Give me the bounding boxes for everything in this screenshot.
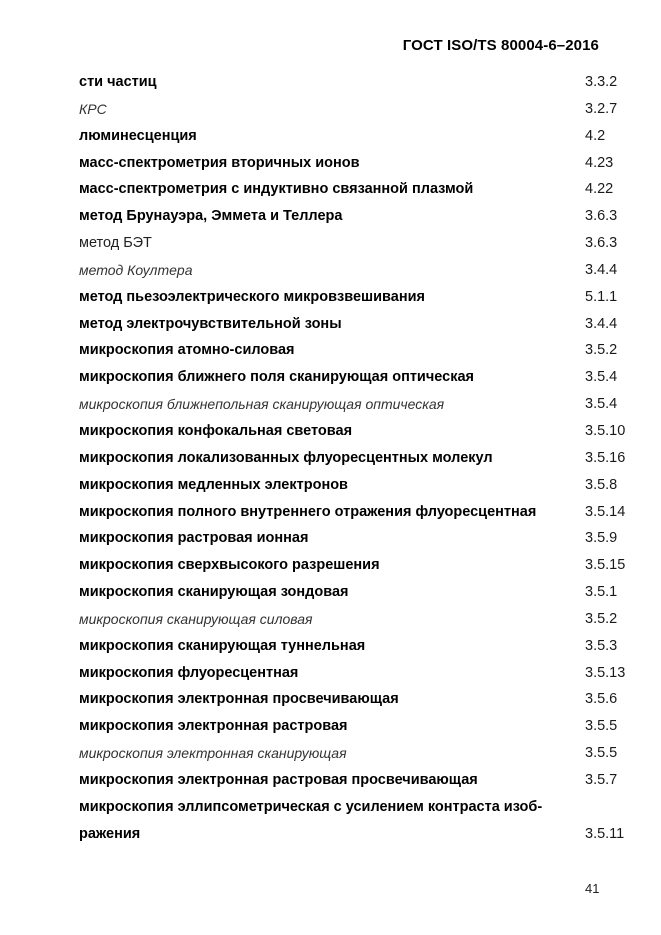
index-entry-reference: 3.2.7 — [585, 100, 618, 117]
index-entry-reference: 3.5.2 — [585, 610, 618, 627]
index-entry-term: микроскопия ближнего поля сканирующая оптическая — [79, 369, 474, 386]
index-entry-reference: 3.5.5 — [585, 718, 618, 735]
index-entry-reference: 4.2 — [585, 127, 606, 144]
index-entry-term-continuation: ражения — [79, 825, 141, 842]
index-entry-reference: 3.5.8 — [585, 476, 618, 493]
index-entry — [79, 69, 649, 96]
term-index-list — [79, 69, 649, 847]
index-entry-term: микроскопия сканирующая туннельная — [79, 637, 366, 654]
index-entry-reference: 4.23 — [585, 154, 614, 171]
index-entry — [79, 713, 649, 740]
index-entry-reference: 3.5.15 — [585, 557, 626, 574]
index-entry-term: сти частиц — [79, 74, 157, 90]
index-entry — [79, 794, 649, 848]
index-entry — [79, 230, 649, 257]
index-entry-reference: 3.4.4 — [585, 315, 618, 332]
index-entry-term: микроскопия электронная растровая — [79, 718, 348, 735]
index-entry — [79, 525, 649, 552]
index-entry — [79, 552, 649, 579]
index-entry-reference: 3.5.1 — [585, 584, 618, 601]
index-entry-reference: 3.5.16 — [585, 449, 626, 466]
index-entry-term: микроскопия электронная сканирующая — [79, 745, 347, 762]
index-entry-term: микроскопия медленных электронов — [79, 476, 348, 493]
index-entry-term: микроскопия эллипсометрическая с усилением контраста изоб- — [79, 798, 543, 815]
index-entry-term: микроскопия локализованных флуоресцентных молекул — [79, 449, 493, 466]
index-entry-term: метод электрочувствительной зоны — [79, 315, 342, 332]
index-entry — [79, 445, 649, 472]
index-entry-reference: 4.22 — [585, 181, 614, 198]
index-entry — [79, 633, 649, 660]
index-entry-reference: 3.6.3 — [585, 208, 618, 225]
index-entry — [79, 472, 649, 499]
index-entry-reference: 3.5.5 — [585, 745, 618, 762]
index-entry — [79, 284, 649, 311]
index-entry — [79, 499, 649, 526]
index-entry — [79, 203, 649, 230]
index-entry — [79, 311, 649, 338]
index-entry-term: микроскопия конфокальная световая — [79, 422, 353, 439]
index-entry-term: масс-спектрометрия вторичных ионов — [79, 154, 360, 171]
index-entry-term: люминесценция — [79, 127, 197, 144]
index-entry-reference: 3.5.10 — [585, 422, 626, 439]
index-entry — [79, 579, 649, 606]
index-entry-term: микроскопия растровая ионная — [79, 530, 309, 547]
index-entry — [79, 257, 649, 284]
index-entry-term: микроскопия сверхвысокого разрешения — [79, 557, 380, 574]
index-entry-term: микроскопия электронная просвечивающая — [79, 691, 399, 708]
index-entry-term: микроскопия сканирующая зондовая — [79, 584, 349, 601]
index-entry-term: метод Коултера — [79, 261, 193, 278]
index-entry-reference: 3.5.14 — [585, 503, 626, 520]
index-entry — [79, 660, 649, 687]
index-entry — [79, 123, 649, 150]
index-entry-term: микроскопия сканирующая силовая — [79, 610, 313, 627]
index-entry-reference: 5.1.1 — [585, 288, 618, 305]
index-entry-reference: 3.5.4 — [585, 396, 618, 413]
index-entry — [79, 337, 649, 364]
index-entry-reference: 3.5.11 — [585, 825, 625, 842]
index-entry-reference: 3.4.4 — [585, 261, 618, 278]
index-entry-term: метод Брунауэра, Эммета и Теллера — [79, 208, 343, 225]
index-entry — [79, 767, 649, 794]
index-entry-term: КРС — [79, 100, 107, 117]
page-number: 41 — [585, 881, 600, 896]
index-entry — [79, 418, 649, 445]
index-entry-term: метод БЭТ — [79, 235, 152, 252]
index-entry-term: микроскопия полного внутреннего отражения флуоресцентная — [79, 503, 537, 520]
index-entry-term: метод пьезоэлектрического микровзвешивания — [79, 288, 425, 305]
index-entry-term: микроскопия флуоресцентная — [79, 664, 299, 681]
index-entry-term: микроскопия ближнепольная сканирующая оптическая — [79, 396, 445, 413]
index-entry-reference: 3.5.7 — [585, 771, 618, 788]
index-entry — [79, 606, 649, 633]
index-entry-term: микроскопия атомно-силовая — [79, 342, 295, 359]
index-entry-term: микроскопия электронная растровая просвечивающая — [79, 771, 478, 788]
document-header: ГОСТ ISO/TS 80004-6–2016 — [402, 37, 599, 54]
index-entry-reference: 3.5.3 — [585, 637, 618, 654]
index-entry — [79, 96, 649, 123]
index-entry — [79, 391, 649, 418]
index-entry — [79, 740, 649, 767]
index-entry-reference: 3.5.9 — [585, 530, 618, 547]
index-entry — [79, 150, 649, 177]
index-entry-reference: 3.3.2 — [585, 74, 618, 90]
index-entry-reference: 3.5.2 — [585, 342, 618, 359]
index-entry-reference: 3.5.6 — [585, 691, 618, 708]
index-entry — [79, 176, 649, 203]
index-entry-reference: 3.5.13 — [585, 664, 626, 681]
index-entry-term: масс-спектрометрия с индуктивно связанной плазмой — [79, 181, 474, 198]
index-entry — [79, 686, 649, 713]
index-entry — [79, 364, 649, 391]
index-entry-reference: 3.5.4 — [585, 369, 618, 386]
index-entry-reference: 3.6.3 — [585, 235, 618, 252]
